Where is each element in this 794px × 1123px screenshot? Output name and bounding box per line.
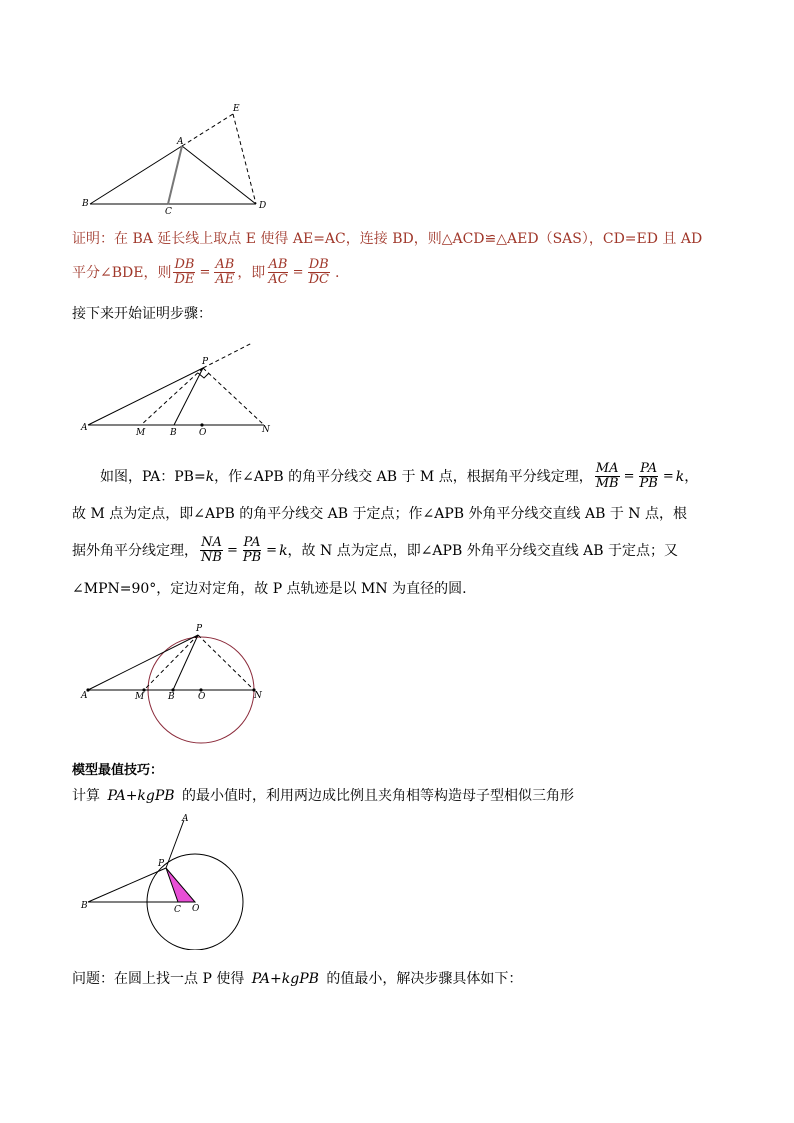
label-a: A (177, 137, 184, 147)
segment-ed-dashed (233, 114, 256, 204)
numerator: AB (268, 257, 288, 272)
para-line-1-text-c: ， (684, 468, 699, 485)
proof-line-2 (72, 258, 339, 287)
numerator: NA (201, 535, 222, 550)
technique-text-a: 计算 (72, 788, 100, 804)
equals-sign: = (292, 264, 304, 280)
problem-text-a: 问题：在圆上找一点 P 使得 (72, 971, 245, 987)
numerator: AB (215, 257, 235, 272)
shaded-triangle-pco (166, 868, 195, 902)
expression-pa-kpb: PA+kgPB (251, 971, 319, 987)
label-a: A (182, 814, 189, 824)
figure-mother-child-similar (78, 814, 258, 950)
point-o (200, 423, 203, 426)
segment-ad (182, 146, 256, 204)
fraction-pa-pb (639, 462, 659, 491)
var-k: k (279, 542, 288, 559)
bisector-pm-dashed (144, 635, 198, 690)
fraction-na-nb (200, 536, 223, 565)
label-m: M (135, 692, 145, 702)
para-line-3-text-b: ，故 N 点为定点，即∠APB 外角平分线交直线 AB 于定点；又 (287, 542, 678, 559)
segment-ae-dashed (182, 114, 233, 146)
equals-sign: = (199, 264, 211, 280)
next-steps-heading: 接下来开始证明步骤： (72, 306, 212, 322)
denominator: PB (639, 476, 658, 491)
segment-ba (90, 146, 182, 204)
equals-sign: = (266, 542, 278, 558)
label-b: B (170, 428, 177, 438)
denominator: PB (242, 550, 262, 565)
denominator: AE (215, 272, 235, 287)
segment-ap (88, 635, 198, 690)
equals-sign: = (226, 542, 238, 558)
proof-line-2-text-b: ，即 (237, 264, 266, 281)
segment-pa (166, 820, 184, 868)
label-a: A (81, 691, 88, 701)
para-line-1-text-b: ，作∠APB 的角平分线交 AB 于 M 点，根据角平分线定理， (214, 468, 593, 485)
problem-text-b: 的值最小，解决步骤具体如下： (326, 971, 523, 987)
numerator: PA (640, 461, 658, 476)
figure-angle-bisector (78, 336, 278, 440)
label-n: N (254, 691, 262, 701)
para-line-4: ∠MPN=90°，定边对定角，故 P 点轨迹是以 MN 为直径的圆. (72, 581, 467, 597)
label-c: C (174, 905, 181, 915)
numerator: MA (595, 461, 619, 476)
expression-pa-kpb: PA+kgPB (107, 788, 175, 804)
technique-text-b: 的最小值时，利用两边成比例且夹角相等构造母子型相似三角形 (182, 788, 575, 804)
label-n: N (262, 425, 270, 435)
label-o: O (198, 692, 206, 702)
segment-ac (168, 146, 182, 204)
technique-title: 模型最值技巧： (72, 763, 164, 778)
para-line-2: 故 M 点为定点，即∠APB 的角平分线交 AB 于定点；作∠APB 外角平分线交直线 AB 于 N 点，根 (72, 506, 687, 522)
label-b: B (168, 692, 175, 702)
figure-triangle-abcde (80, 98, 280, 216)
technique-line (72, 785, 574, 807)
label-p: P (158, 859, 165, 869)
equals-sign: = (623, 468, 635, 484)
var-k: k (675, 468, 685, 485)
para-line-1-text-a: 如图，PA：PB= (100, 468, 206, 485)
numerator: PA (243, 535, 261, 550)
fraction-ab-ac (267, 258, 288, 287)
numerator: DB (308, 257, 329, 272)
fraction-db-de (173, 258, 195, 287)
label-d: D (259, 201, 267, 211)
label-m: M (136, 428, 146, 438)
ext-bisector-pn-dashed (203, 368, 264, 425)
fraction-ab-ae (214, 258, 235, 287)
label-b: B (82, 199, 89, 209)
bisector-pm-dashed (141, 368, 203, 425)
denominator: DE (174, 272, 195, 287)
label-a: A (81, 423, 88, 433)
label-e: E (233, 104, 240, 114)
label-o: O (199, 428, 207, 438)
label-p: P (202, 357, 209, 367)
fraction-pa-pb (242, 536, 262, 565)
extension-ray-dashed (203, 343, 252, 368)
numerator: DB (174, 257, 195, 272)
segment-pb (174, 368, 203, 425)
label-o: O (192, 904, 200, 914)
denominator: DC (308, 272, 329, 287)
fraction-db-dc (308, 258, 330, 287)
denominator: AC (268, 272, 288, 287)
problem-line (72, 968, 522, 990)
para-line-3-text-a: 据外角平分线定理， (72, 542, 198, 559)
para-line-1 (100, 462, 698, 491)
para-line-3 (72, 536, 678, 565)
proof-line-2-text-a: 平分∠BDE，则 (72, 264, 172, 281)
label-b: B (81, 901, 88, 911)
proof-line-2-text-c: . (334, 264, 340, 281)
var-k: k (205, 468, 215, 485)
segment-bp (88, 868, 166, 902)
label-c: C (165, 207, 172, 216)
denominator: NB (201, 550, 222, 565)
label-p: P (196, 624, 203, 634)
segment-ap (88, 368, 203, 425)
proof-line-1: 证明：在 BA 延长线上取点 E 使得 AE=AC，连接 BD，则△ACD≌△AED（SAS），CD=ED 且 AD (72, 231, 703, 247)
equals-sign: = (662, 468, 674, 484)
figure-apollonius-circle (78, 618, 278, 748)
fraction-ma-mb (595, 462, 620, 491)
denominator: MB (595, 476, 619, 491)
